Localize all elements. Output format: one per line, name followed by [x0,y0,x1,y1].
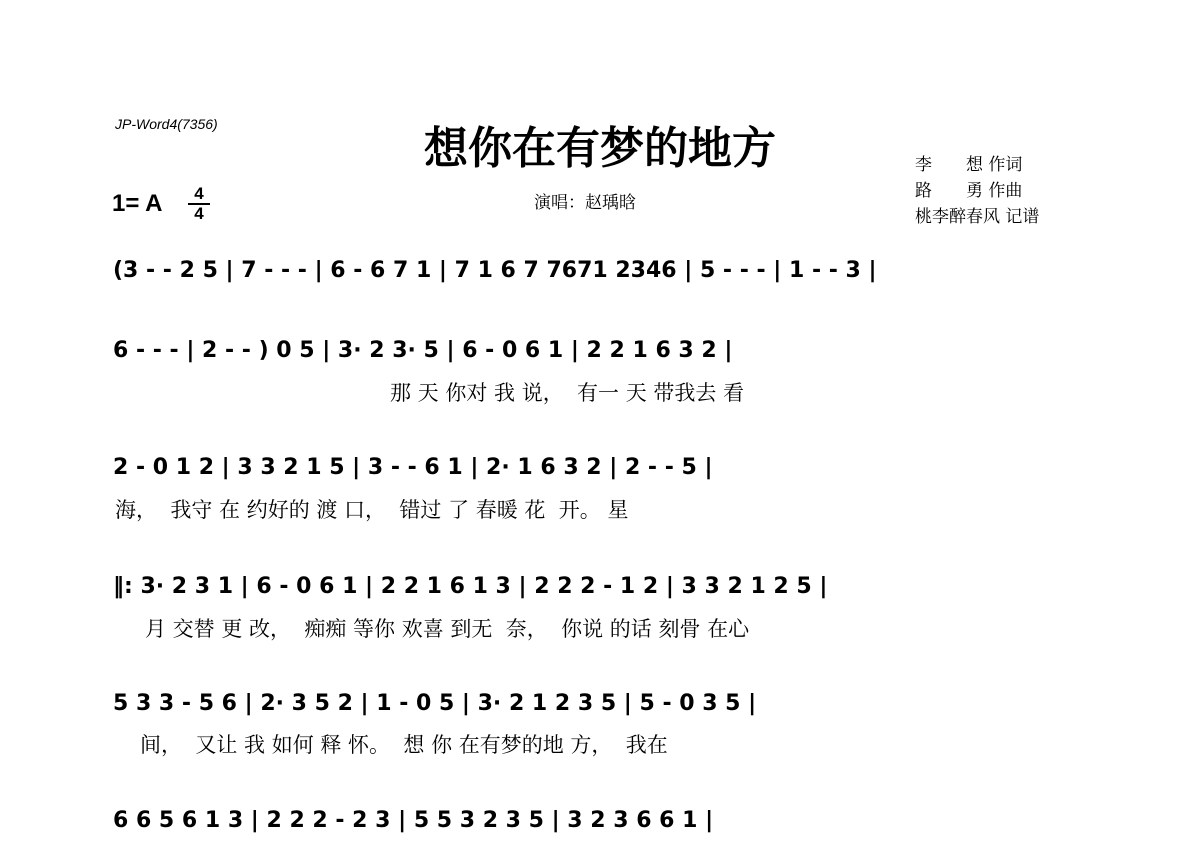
singer-credit: 演唱：赵瑀晗 [534,193,636,213]
time-top: 4 [194,184,204,203]
score-line-4-lyrics: 月 交替 更 改， 痴痴 等你 欢喜 到无 奈， 你说 的话 刻骨 在心 [145,617,750,641]
composer-credit: 路 勇 作曲 [915,181,1023,201]
watermark: JP-Word4(7356) [115,116,218,132]
score-line-2-notes: 6 - - - | 2 - - ) 0 5 | 3· 2 3· 5 | 6 - 0 6 1 | 2 2 1 6 3 2 | [113,338,733,363]
score-line-3-notes: 2 - 0 1 2 | 3 3 2 1 5 | 3 - - 6 1 | 2· 1 6 3 2 | 2 - - 5 | [113,455,713,480]
time-bottom: 4 [194,204,204,223]
time-signature [188,186,210,222]
transcriber-credit: 桃李醉春风 记谱 [915,207,1040,227]
score-line-4-notes: ‖: 3· 2 3 1 | 6 - 0 6 1 | 2 2 1 6 1 3 | 2 2 2 - 1 2 | 3 3 2 1 2 5 | [113,574,828,599]
score-line-2-lyrics: 那 天 你对 我 说， 有一 天 带我去 看 [390,381,745,405]
score-line-6-notes: 6 6 5 6 1 3 | 2 2 2 - 2 3 | 5 5 3 2 3 5 | 3 2 3 6 6 1 | [113,808,714,833]
score-line-5-notes: 5 3 3 - 5 6 | 2· 3 5 2 | 1 - 0 5 | 3· 2 1 2 3 5 | 5 - 0 3 5 | [113,691,757,716]
score-line-5-lyrics: 间， 又让 我 如何 释 怀。 想 你 在有梦的地 方， 我在 [140,733,668,757]
score-line-1-notes: (3 - - 2 5 | 7 - - - | 6 - 6 7 1 | 7 1 6 7 7671 2346 | 5 - - - | 1 - - 3 | [113,258,877,283]
key-signature: 1= A [112,190,163,217]
song-title: 想你在有梦的地方 [424,123,776,174]
lyricist-credit: 李 想 作词 [915,155,1023,175]
score-line-3-lyrics: 海， 我守 在 约好的 渡 口， 错过 了 春暖 花 开。 星 [115,498,629,522]
